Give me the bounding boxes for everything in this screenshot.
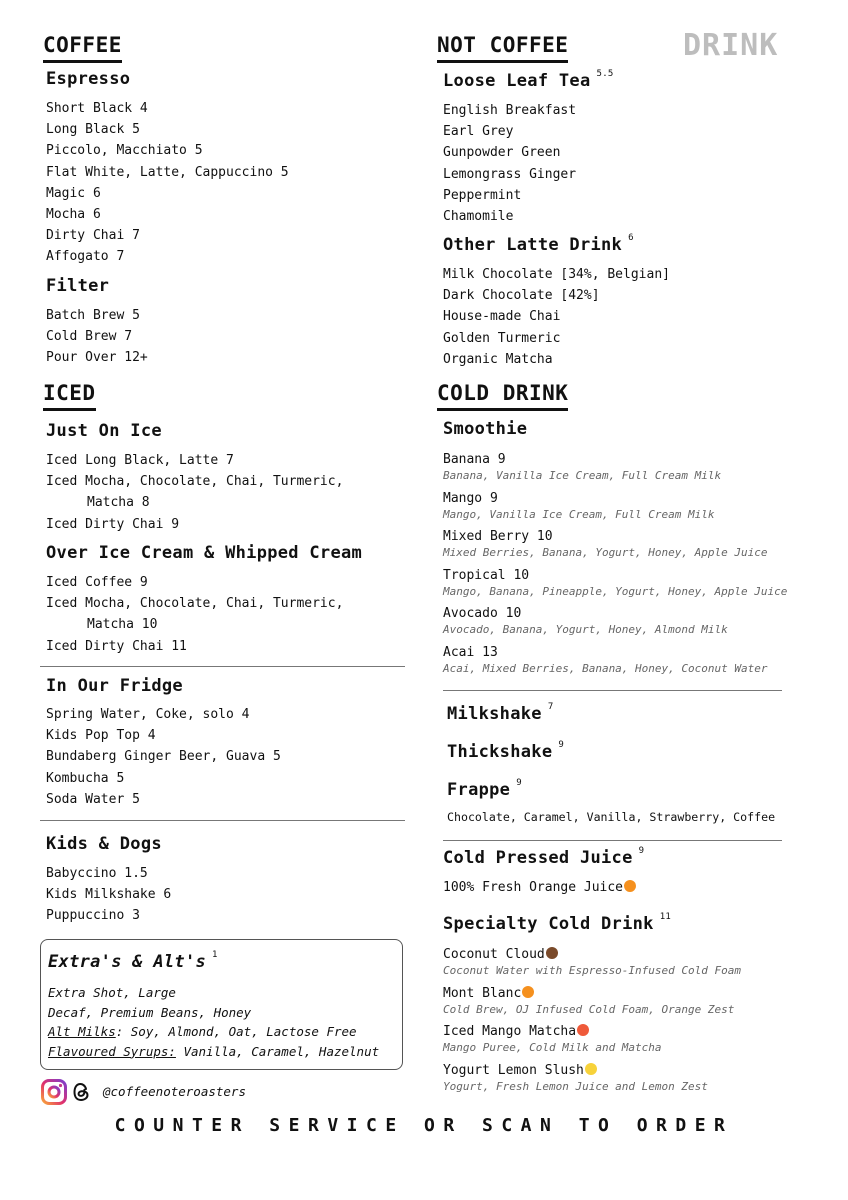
list-item: Chamomile xyxy=(443,209,514,225)
list-item: Babyccino 1.5 xyxy=(46,866,148,881)
item-description: Banana, Vanilla Ice Cream, Full Cream Milk xyxy=(443,469,722,482)
divider xyxy=(40,666,405,667)
extras-price: 1 xyxy=(212,950,218,961)
extras-list xyxy=(48,983,379,1061)
orange-icon xyxy=(522,986,534,998)
drink-watermark: DRINK xyxy=(683,28,779,63)
kids-dogs-heading: Kids & Dogs xyxy=(46,834,162,854)
list-item: Gunpowder Green xyxy=(443,145,561,161)
item-name: Tropical 10 xyxy=(443,567,530,583)
divider xyxy=(443,840,782,841)
list-item: Iced Coffee 9 xyxy=(46,575,148,590)
divider xyxy=(40,820,405,821)
list-item: Peppermint xyxy=(443,187,522,203)
latte-price: 6 xyxy=(628,233,634,244)
latte-list xyxy=(443,264,670,370)
item-description: Cold Brew, OJ Infused Cold Foam, Orange Zest xyxy=(443,1002,735,1016)
orange-icon xyxy=(624,880,636,892)
item-description: Yogurt, Fresh Lemon Juice and Lemon Zest xyxy=(443,1079,708,1093)
list-item: Flat White, Latte, Cappuccino 5 xyxy=(46,164,289,180)
list-item: Extra Shot, Large xyxy=(48,985,176,1000)
list-item: Piccolo, Macchiato 5 xyxy=(46,143,203,159)
tea-list xyxy=(443,100,576,227)
just-on-ice-list xyxy=(46,450,343,535)
cold-drink-section-title: COLD DRINK xyxy=(437,381,568,411)
list-item: Soda Water 5 xyxy=(46,791,140,807)
latte-heading: Other Latte Drink $^6$ xyxy=(443,233,634,255)
list-item: English Breakfast xyxy=(443,103,577,118)
item-name: Mango 9 xyxy=(443,490,498,506)
just-on-ice-heading: Just On Ice xyxy=(46,421,162,441)
specialty-price: 11 xyxy=(659,912,672,923)
list-item: Iced Mocha, Chocolate, Chai, Turmeric, xyxy=(46,596,344,612)
item-name: Mixed Berry 10 xyxy=(443,529,553,545)
over-ice-cream-heading: Over Ice Cream & Whipped Cream xyxy=(46,543,363,563)
list-item: Iced Dirty Chai 9 xyxy=(46,516,180,532)
social-handle[interactable]: @coffeenoteroasters xyxy=(103,1084,246,1099)
list-item: House-made Chai xyxy=(443,309,561,325)
milkshake-price: 7 xyxy=(547,702,554,713)
list-item xyxy=(443,528,787,567)
list-item: Magic 6 xyxy=(46,185,101,201)
list-item xyxy=(443,451,787,490)
item-description: Mixed Berries, Banana, Yogurt, Honey, Apple Juice xyxy=(443,546,768,560)
list-item xyxy=(443,946,741,985)
specialty-heading: Specialty Cold Drink $^{11}$ xyxy=(443,912,672,934)
list-item: Short Black 4 xyxy=(46,101,148,116)
item-description: Coconut Water with Espresso-Infused Cold Foam xyxy=(443,964,742,977)
list-item xyxy=(443,605,787,644)
thickshake-price: 9 xyxy=(558,740,565,751)
juice-price: 9 xyxy=(638,846,645,857)
fridge-list xyxy=(46,704,281,810)
list-item: Batch Brew 5 xyxy=(46,308,140,323)
item-name: Iced Mango Matcha xyxy=(443,1023,741,1040)
juice-item: 100% Fresh Orange Juice xyxy=(443,877,636,898)
extras-box xyxy=(40,939,403,1070)
item-description: Acai, Mixed Berries, Banana, Honey, Coconut Water xyxy=(443,661,768,675)
list-item xyxy=(443,1062,741,1101)
list-item: Alt Milks: Soy, Almond, Oat, Lactose Free xyxy=(48,1024,357,1039)
tea-heading: Loose Leaf Tea $^{5.5}$ xyxy=(443,69,614,91)
list-item: Iced Mocha, Chocolate, Chai, Turmeric, xyxy=(46,474,344,490)
list-item: Kids Pop Top 4 xyxy=(46,728,156,744)
list-item: Bundaberg Ginger Beer, Guava 5 xyxy=(46,749,281,765)
juice-heading: Cold Pressed Juice $^9$ xyxy=(443,846,645,868)
list-item: Kids Milkshake 6 xyxy=(46,887,172,903)
list-item: Matcha 8 xyxy=(87,495,150,511)
list-item: Spring Water, Coke, solo 4 xyxy=(46,707,250,722)
instagram-icon[interactable] xyxy=(41,1079,67,1105)
item-name: Acai 13 xyxy=(443,644,498,660)
list-item: Iced Dirty Chai 11 xyxy=(46,638,187,654)
list-item: Milk Chocolate [34%, Belgian] xyxy=(443,267,670,282)
item-description: Mango Puree, Cold Milk and Matcha xyxy=(443,1041,662,1055)
list-item: Iced Long Black, Latte 7 xyxy=(46,453,234,468)
list-item xyxy=(443,644,787,683)
iced-section-title: ICED xyxy=(43,381,96,411)
list-item: Dark Chocolate [42%] xyxy=(443,288,600,304)
tea-price: 5.5 xyxy=(596,69,614,80)
item-name: Avocado 10 xyxy=(443,606,522,622)
item-name: Mont Blanc xyxy=(443,985,741,1002)
list-item xyxy=(443,490,787,529)
filter-list xyxy=(46,305,148,369)
espresso-heading: Espresso xyxy=(46,69,131,89)
item-description: Mango, Vanilla Ice Cream, Full Cream Milk xyxy=(443,507,715,521)
coffee-section-title: COFFEE xyxy=(43,33,122,63)
fridge-heading: In Our Fridge xyxy=(46,676,183,696)
list-item: Pour Over 12+ xyxy=(46,350,148,366)
list-item xyxy=(443,1023,741,1062)
over-ice-cream-list xyxy=(46,572,343,657)
list-item: Cold Brew 7 xyxy=(46,329,133,345)
item-description: Avocado, Banana, Yogurt, Honey, Almond Milk xyxy=(443,623,728,637)
list-item: Dirty Chai 7 xyxy=(46,228,140,244)
item-name: Yogurt Lemon Slush xyxy=(443,1062,741,1079)
list-item: Long Black 5 xyxy=(46,122,140,138)
item-name: Banana 9 xyxy=(443,452,506,467)
threads-icon[interactable] xyxy=(71,1081,91,1103)
list-item: Affogato 7 xyxy=(46,249,125,265)
list-item: Matcha 10 xyxy=(87,617,158,633)
mango-icon xyxy=(577,1024,589,1036)
footer-order-banner: COUNTER SERVICE OR SCAN TO ORDER xyxy=(114,1115,734,1136)
list-item xyxy=(443,985,741,1024)
list-item: Puppuccino 3 xyxy=(46,908,140,924)
thickshake-heading: Thickshake $^9$ xyxy=(447,740,565,762)
list-item: Golden Turmeric xyxy=(443,330,561,346)
filter-heading: Filter xyxy=(46,276,110,296)
lemon-icon xyxy=(585,1063,597,1075)
list-item: Lemongrass Ginger xyxy=(443,166,577,182)
milkshake-heading: Milkshake $^7$ xyxy=(447,702,554,724)
list-item: Earl Grey xyxy=(443,124,514,140)
frappe-price: 9 xyxy=(516,778,522,789)
not-coffee-section-title: NOT COFFEE xyxy=(437,33,568,63)
coconut-icon xyxy=(546,947,558,959)
frappe-heading: Frappe $^9$ xyxy=(447,778,522,800)
espresso-list xyxy=(46,98,289,268)
item-name: Coconut Cloud xyxy=(443,946,741,963)
list-item: Organic Matcha xyxy=(443,351,553,367)
item-description: Mango, Banana, Pineapple, Yogurt, Honey, Apple Juice xyxy=(443,584,788,598)
list-item: Flavoured Syrups: Vanilla, Caramel, Hazelnut xyxy=(48,1043,380,1059)
smoothie-list xyxy=(443,451,787,683)
list-item: Mocha 6 xyxy=(46,207,101,223)
kids-dogs-list xyxy=(46,863,171,927)
extras-heading: Extra's & Alt's $^1$ xyxy=(48,950,218,972)
divider xyxy=(443,690,782,691)
list-item: Decaf, Premium Beans, Honey xyxy=(48,1004,252,1020)
frappe-flavours: Chocolate, Caramel, Vanilla, Strawberry, Coffee xyxy=(447,810,776,824)
list-item xyxy=(443,567,787,606)
list-item: Kombucha 5 xyxy=(46,770,125,786)
specialty-list xyxy=(443,946,741,1100)
smoothie-heading: Smoothie xyxy=(443,419,528,439)
